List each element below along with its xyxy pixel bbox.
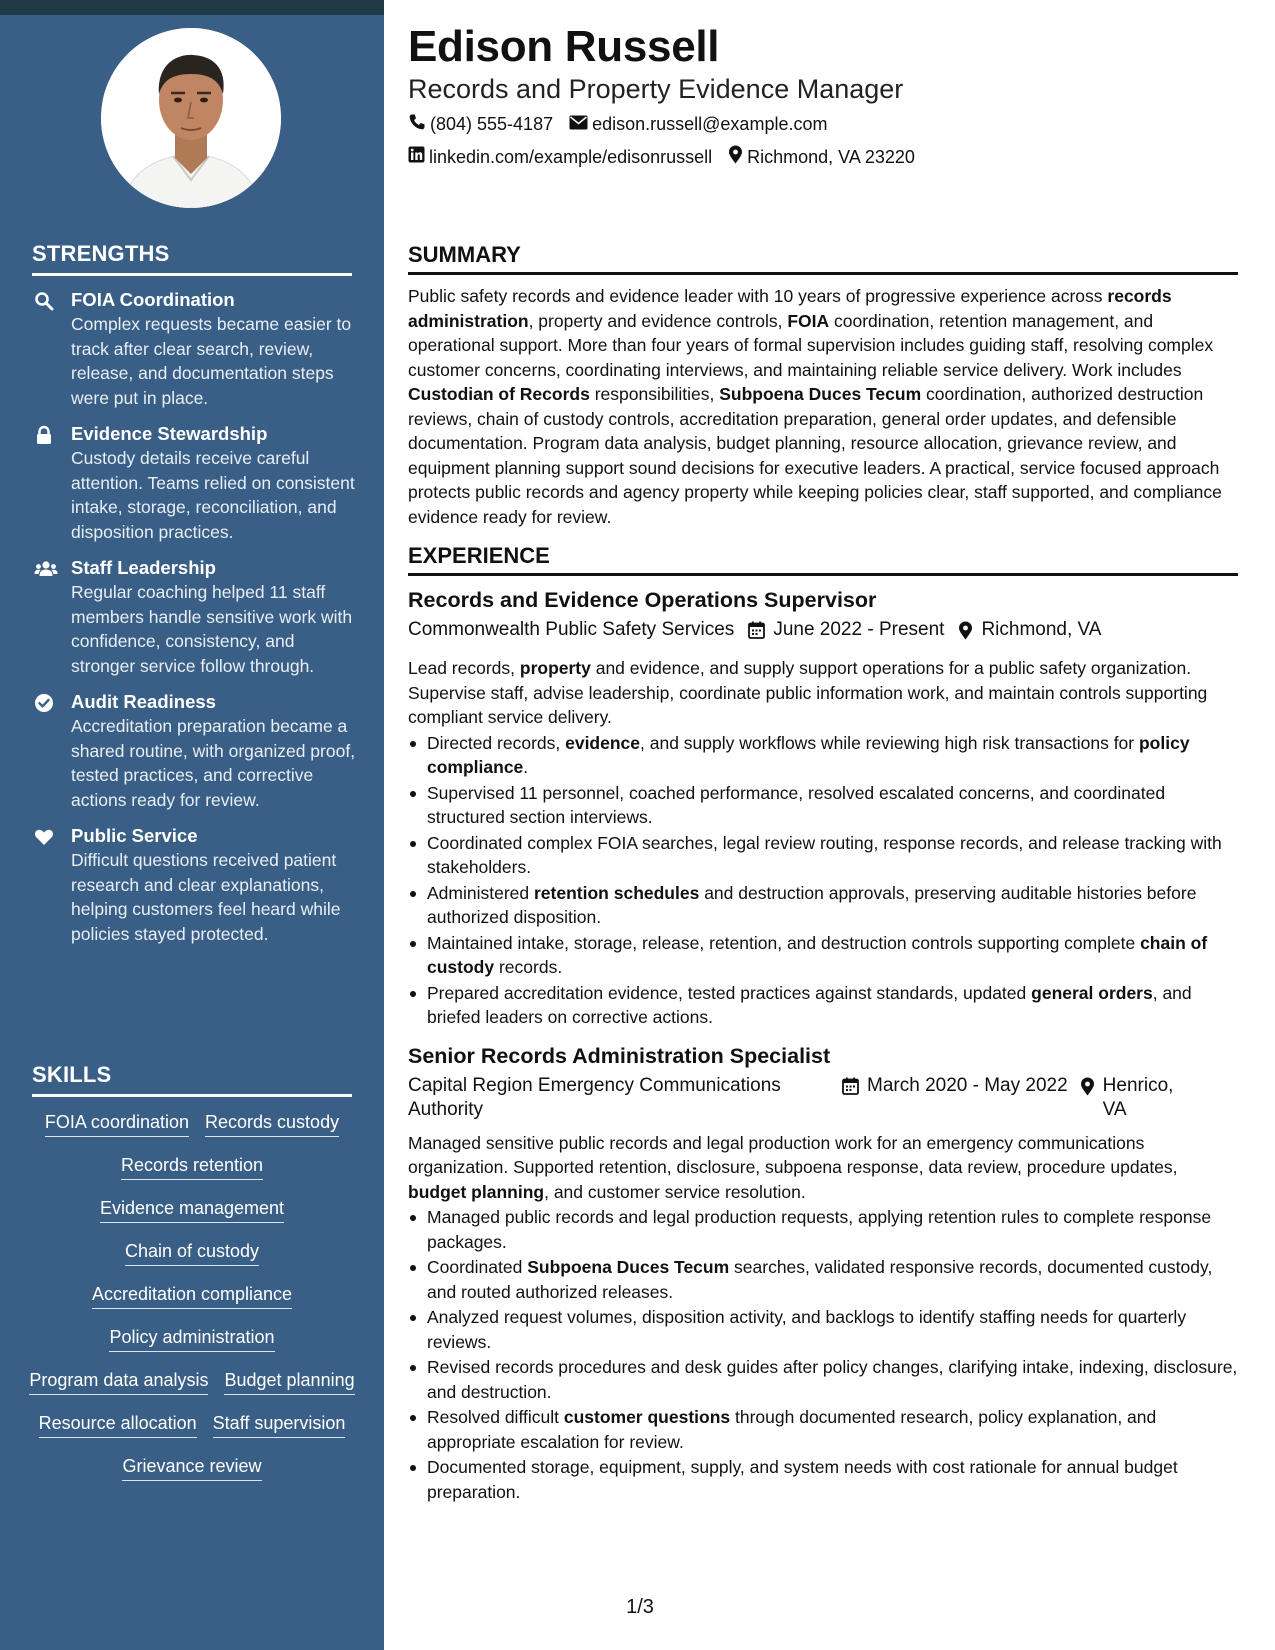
job-dates-text: June 2022 - Present xyxy=(773,619,945,640)
skill-tag: Chain of custody xyxy=(125,1239,259,1266)
skill-tag: Resource allocation xyxy=(39,1411,197,1438)
job-location-text: Henrico, VA xyxy=(1102,1074,1174,1120)
strength-title: Staff Leadership xyxy=(71,557,216,578)
strength-description: Custody details receive careful attention. Teams relied on consistent intake, storage, reconciliation, and disposition practices. xyxy=(71,448,355,542)
job-bullet: Resolved difficult customer questions through documented research, policy explanation, and appropriate escalation for review. xyxy=(408,1405,1238,1454)
job-meta xyxy=(408,618,1238,647)
linkedin-url[interactable]: linkedin.com/example/edisonrussell xyxy=(429,146,713,167)
sidebar-top-bar xyxy=(0,0,384,15)
skill-tag: Records custody xyxy=(205,1110,339,1137)
experience-heading: EXPERIENCE xyxy=(408,543,1238,576)
phone-number: (804) 555-4187 xyxy=(430,114,554,134)
strength-title: Public Service xyxy=(71,825,198,846)
strength-title: FOIA Coordination xyxy=(71,289,235,310)
lock-icon xyxy=(34,425,54,445)
skill-tag: Staff supervision xyxy=(213,1411,346,1438)
job-bullet: Administered retention schedules and destruction approvals, preserving auditable histories before authorized disposition. xyxy=(408,881,1238,930)
job-bullet: Analyzed request volumes, disposition activity, and backlogs to identify staffing needs for quarterly reviews. xyxy=(408,1305,1238,1354)
strength-title: Audit Readiness xyxy=(71,691,216,712)
map-marker-icon xyxy=(958,618,981,647)
strength-item xyxy=(32,556,357,678)
main-content xyxy=(408,242,1238,1505)
strength-description: Regular coaching helped 11 staff members handle sensitive work with confidence, consistency, and stronger service follow through. xyxy=(71,582,353,676)
job-dates-text: March 2020 - May 2022 xyxy=(867,1074,1068,1096)
calendar-icon xyxy=(748,618,773,646)
map-marker-icon xyxy=(1080,1074,1103,1103)
contact-linkedin[interactable] xyxy=(408,146,712,168)
job-bullet: Maintained intake, storage, release, retention, and destruction controls supporting complete chain of custody records. xyxy=(408,931,1238,980)
contact-phone xyxy=(408,113,553,136)
skill-tag: Grievance review xyxy=(122,1454,261,1481)
job-bullet: Coordinated Subpoena Duces Tecum searches, validated responsive records, documented custody, and routed authorized releases. xyxy=(408,1255,1238,1304)
skill-tag: Program data analysis xyxy=(29,1368,208,1395)
map-marker-icon xyxy=(728,145,747,169)
skill-tag: Evidence management xyxy=(100,1196,284,1223)
job-description: Lead records, property and evidence, and supply support operations for a public safety organization. Supervise staff, advise leadership, coordinate public information work, and maintain controls supporting compliant service delivery. xyxy=(408,658,1208,727)
strengths-heading: STRENGTHS xyxy=(32,241,352,276)
calendar-icon xyxy=(842,1074,867,1102)
envelope-icon xyxy=(569,114,592,135)
strengths-list xyxy=(32,288,357,958)
contact-row xyxy=(408,145,931,169)
job-entry xyxy=(408,586,1238,1030)
sidebar xyxy=(0,0,384,1650)
job-bullet: Directed records, evidence, and supply workflows while reviewing high risk transactions for policy compliance. xyxy=(408,731,1238,780)
search-icon xyxy=(34,291,54,311)
job-bullet: Supervised 11 personnel, coached performance, resolved escalated concerns, and coordinated structured section interviews. xyxy=(408,781,1238,830)
strength-description: Difficult questions received patient research and clear explanations, helping customers feel heard while policies stayed protected. xyxy=(71,850,341,944)
phone-icon xyxy=(408,113,430,136)
page-number: 1/3 xyxy=(626,1596,654,1618)
check-circle-icon xyxy=(34,693,54,713)
job-meta xyxy=(408,1074,1238,1122)
skill-tag: Records retention xyxy=(121,1153,263,1180)
job-bullet: Prepared accreditation evidence, tested practices against standards, updated general orders, and briefed leaders on corrective actions. xyxy=(408,981,1238,1030)
contact-email[interactable] xyxy=(569,114,827,135)
job-title: Senior Records Administration Specialist xyxy=(408,1043,831,1068)
job-dates xyxy=(842,1074,1068,1102)
job-bullets xyxy=(408,1205,1238,1504)
summary-text: Public safety records and evidence leader with 10 years of progressive experience across records administration, property and evidence controls, FOIA coordination, retention management, and operational support. More than four years of formal supervision includes guiding staff, resolving complex customer concerns, coordinating interviews, and maintaining reliable service delivery. Work includes Custodian of Records responsibilities, Subpoena Duces Tecum coordination, authorized destruction reviews, chain of custody controls, accreditation preparation, general order updates, and defensible documentation. Program data analysis, budget planning, resource allocation, grievance review, and equipment planning support sound decisions for executive leaders. A practical, service focused approach protects public records and agency property while keeping policies clear, staff supported, and compliance evidence ready for review. xyxy=(408,286,1222,527)
job-company: Commonwealth Public Safety Services xyxy=(408,619,735,640)
job-location xyxy=(958,618,1101,647)
heart-icon xyxy=(34,827,54,847)
strength-item xyxy=(32,288,357,410)
users-icon xyxy=(34,559,54,579)
candidate-name: Edison Russell xyxy=(408,22,720,71)
email-address[interactable]: edison.russell@example.com xyxy=(592,114,828,134)
skills-heading: SKILLS xyxy=(32,1062,352,1097)
job-description: Managed sensitive public records and legal production work for an emergency communications organization. Supported retention, disclosure, subpoena response, data review, procedure updates, budget planning, and customer service resolution. xyxy=(408,1132,1178,1202)
strength-description: Accreditation preparation became a shared routine, with organized proof, tested practices, and corrective actions ready for review. xyxy=(71,716,356,810)
job-title: Records and Evidence Operations Supervisor xyxy=(408,588,877,612)
contact-row xyxy=(408,113,843,136)
job-location-text: Richmond, VA xyxy=(981,619,1102,640)
strength-item xyxy=(32,690,357,812)
skill-tag: Accreditation compliance xyxy=(92,1282,292,1309)
skill-tag: Budget planning xyxy=(224,1368,354,1395)
strength-title: Evidence Stewardship xyxy=(71,423,268,444)
profile-photo xyxy=(101,28,281,208)
location-text: Richmond, VA 23220 xyxy=(747,146,915,167)
job-entry xyxy=(408,1042,1238,1505)
job-bullet: Coordinated complex FOIA searches, legal review routing, response records, and release tracking with stakeholders. xyxy=(408,831,1238,880)
job-location xyxy=(1080,1074,1180,1122)
linkedin-icon xyxy=(408,146,429,168)
skills-list xyxy=(28,1110,356,1481)
candidate-title: Records and Property Evidence Manager xyxy=(408,74,904,104)
job-bullet: Revised records procedures and desk guides after policy changes, clarifying intake, indexing, disclosure, and destruction. xyxy=(408,1355,1238,1404)
skill-tag: Policy administration xyxy=(109,1325,274,1352)
summary-heading: SUMMARY xyxy=(408,242,1238,275)
job-bullet: Managed public records and legal production requests, applying retention rules to complete response packages. xyxy=(408,1205,1238,1254)
skill-tag: FOIA coordination xyxy=(45,1110,189,1137)
job-company: Capital Region Emergency Communications Authority xyxy=(408,1074,781,1120)
strength-description: Complex requests became easier to track after clear search, review, release, and documentation steps were put in place. xyxy=(71,314,352,408)
strength-item xyxy=(32,422,357,544)
strength-item xyxy=(32,824,357,946)
job-bullet: Documented storage, equipment, supply, and system needs with cost rationale for annual budget preparation. xyxy=(408,1455,1238,1504)
job-dates xyxy=(748,618,944,646)
job-bullets xyxy=(408,731,1238,1030)
contact-location xyxy=(728,145,915,169)
